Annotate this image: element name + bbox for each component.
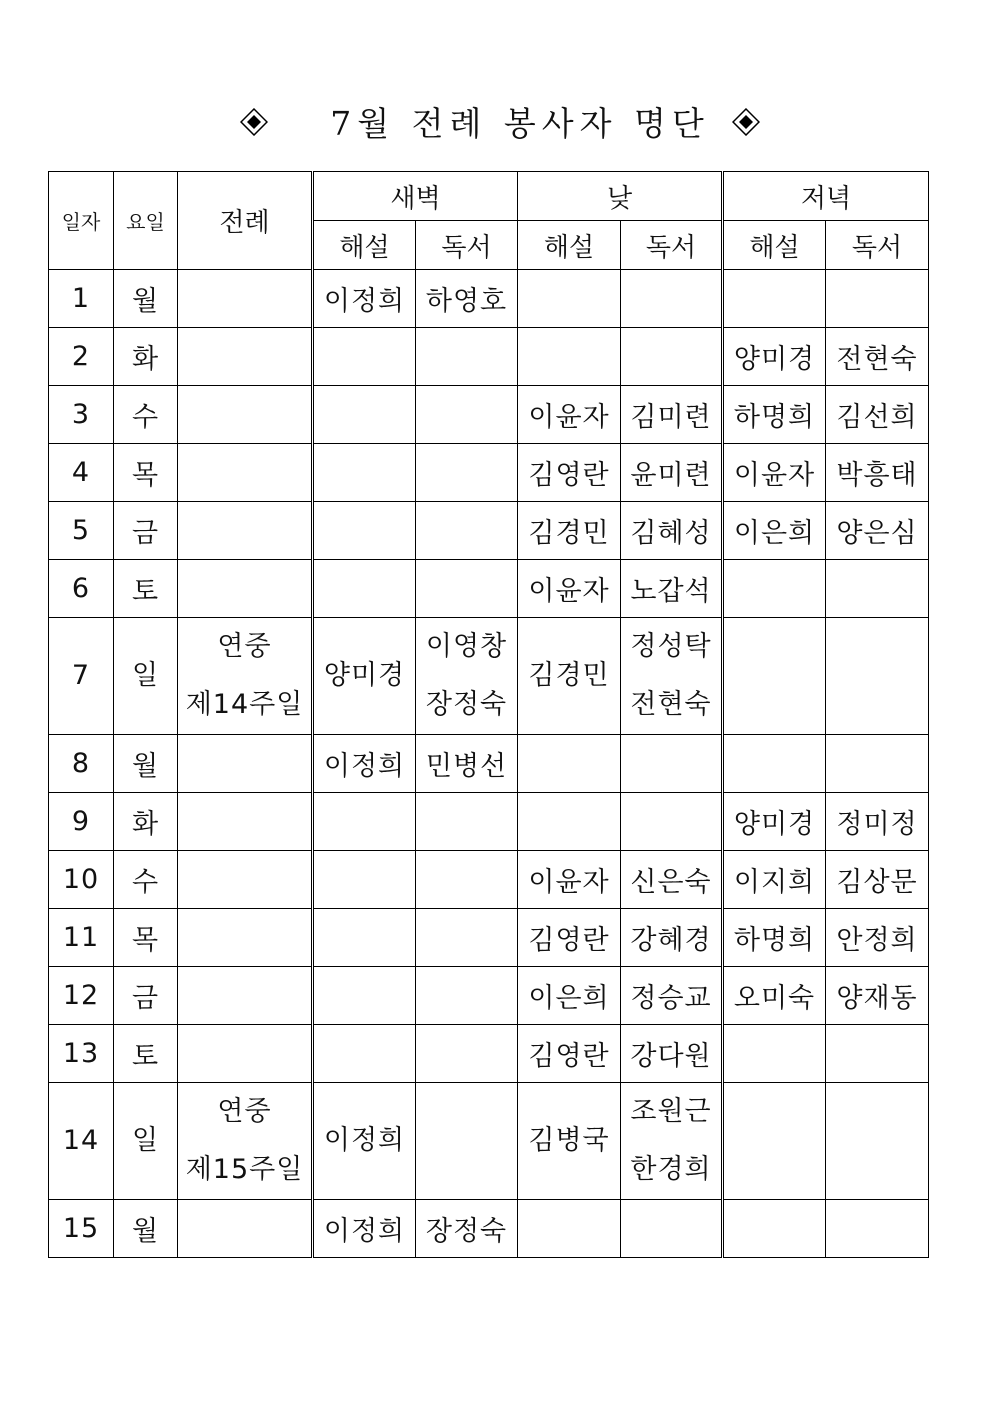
dawn-reading-cell-line: 이영창 <box>425 631 508 662</box>
dawn-reading-cell-line: 장정숙 <box>425 689 508 720</box>
noon-reading-cell <box>621 386 723 444</box>
table-row <box>49 967 929 1025</box>
dawn-commentary-cell <box>313 851 416 909</box>
liturgy-cell-line: 연중 <box>217 1096 272 1127</box>
noon-reading-cell-line: 노갑석 <box>630 576 712 607</box>
dawn-commentary-cell <box>313 1025 416 1083</box>
evening-reading-cell: 박흥태 <box>826 444 929 502</box>
day-cell: 2 <box>49 328 114 386</box>
noon-reading-cell-line: 김미련 <box>630 402 712 433</box>
evening-commentary-cell: 하명희 <box>723 386 826 444</box>
evening-commentary-cell <box>723 735 826 793</box>
noon-commentary-cell: 이윤자 <box>518 560 621 618</box>
weekday-cell: 월 <box>114 735 178 793</box>
noon-reading-cell-line: 신은숙 <box>630 867 712 898</box>
evening-commentary-cell <box>723 618 826 735</box>
table-row <box>49 909 929 967</box>
noon-reading-cell <box>621 1025 723 1083</box>
header-weekday: 요일 <box>114 172 178 270</box>
day-cell: 13 <box>49 1025 114 1083</box>
day-cell: 14 <box>49 1083 114 1200</box>
day-cell: 7 <box>49 618 114 735</box>
day-cell: 15 <box>49 1200 114 1258</box>
table-row <box>49 386 929 444</box>
table-row <box>49 560 929 618</box>
noon-commentary-cell: 이은희 <box>518 967 621 1025</box>
noon-commentary-cell: 김영란 <box>518 444 621 502</box>
noon-reading-cell-line: 강혜경 <box>630 925 712 956</box>
diamond-bullet-icon <box>240 108 268 136</box>
evening-reading-cell: 김선희 <box>826 386 929 444</box>
table-row <box>49 444 929 502</box>
day-cell: 3 <box>49 386 114 444</box>
weekday-cell: 금 <box>114 502 178 560</box>
evening-commentary-cell: 이은희 <box>723 502 826 560</box>
evening-commentary-cell: 오미숙 <box>723 967 826 1025</box>
dawn-reading-cell <box>416 502 518 560</box>
evening-reading-cell <box>826 1083 929 1200</box>
header-evening-reading: 독서 <box>826 221 929 270</box>
dawn-reading-cell <box>416 909 518 967</box>
liturgy-cell <box>178 328 313 386</box>
header-noon-commentary: 해설 <box>518 221 621 270</box>
dawn-commentary-cell <box>313 328 416 386</box>
liturgy-cell <box>178 386 313 444</box>
liturgy-cell <box>178 967 313 1025</box>
liturgy-cell-line: 제15주일 <box>185 1154 304 1185</box>
header-noon: 낮 <box>518 172 723 221</box>
header-evening-commentary: 해설 <box>723 221 826 270</box>
header-dawn-commentary: 해설 <box>313 221 416 270</box>
dawn-reading-cell-line: 민병선 <box>425 751 508 782</box>
day-cell: 8 <box>49 735 114 793</box>
dawn-reading-cell <box>416 1083 518 1200</box>
dawn-commentary-cell: 양미경 <box>313 618 416 735</box>
noon-commentary-cell <box>518 270 621 328</box>
table-row <box>49 328 929 386</box>
evening-reading-cell <box>826 618 929 735</box>
dawn-commentary-cell <box>313 909 416 967</box>
evening-reading-cell: 양재동 <box>826 967 929 1025</box>
weekday-cell: 월 <box>114 1200 178 1258</box>
noon-reading-cell <box>621 735 723 793</box>
weekday-cell: 목 <box>114 909 178 967</box>
weekday-cell: 토 <box>114 1025 178 1083</box>
day-cell: 12 <box>49 967 114 1025</box>
dawn-commentary-cell <box>313 502 416 560</box>
dawn-reading-cell-line: 장정숙 <box>425 1216 508 1247</box>
noon-commentary-cell: 김영란 <box>518 909 621 967</box>
weekday-cell: 화 <box>114 793 178 851</box>
evening-commentary-cell: 이지희 <box>723 851 826 909</box>
noon-commentary-cell: 이윤자 <box>518 386 621 444</box>
dawn-commentary-cell: 이정희 <box>313 735 416 793</box>
noon-reading-cell <box>621 618 723 735</box>
day-cell: 10 <box>49 851 114 909</box>
header-noon-reading: 독서 <box>621 221 723 270</box>
noon-commentary-cell <box>518 735 621 793</box>
liturgy-cell <box>178 851 313 909</box>
dawn-commentary-cell <box>313 386 416 444</box>
noon-reading-cell-line: 정성탁 <box>630 631 712 662</box>
table-row <box>49 793 929 851</box>
noon-commentary-cell: 김경민 <box>518 618 621 735</box>
evening-commentary-cell <box>723 560 826 618</box>
noon-commentary-cell <box>518 328 621 386</box>
volunteer-roster-table <box>48 171 929 1258</box>
liturgy-cell <box>178 909 313 967</box>
dawn-commentary-cell: 이정희 <box>313 1200 416 1258</box>
evening-reading-cell: 양은심 <box>826 502 929 560</box>
liturgy-cell <box>178 560 313 618</box>
noon-reading-cell-line: 김혜성 <box>630 518 712 549</box>
weekday-cell: 수 <box>114 851 178 909</box>
title-row <box>0 98 992 150</box>
evening-reading-cell <box>826 735 929 793</box>
noon-reading-cell <box>621 560 723 618</box>
noon-commentary-cell: 김병국 <box>518 1083 621 1200</box>
liturgy-cell <box>178 1200 313 1258</box>
table-row <box>49 851 929 909</box>
dawn-reading-cell <box>416 1025 518 1083</box>
noon-commentary-cell <box>518 793 621 851</box>
noon-commentary-cell <box>518 1200 621 1258</box>
dawn-reading-cell <box>416 735 518 793</box>
dawn-commentary-cell: 이정희 <box>313 270 416 328</box>
dawn-reading-cell-line: 하영호 <box>425 286 508 317</box>
header-liturgy: 전례 <box>178 172 313 270</box>
evening-reading-cell <box>826 270 929 328</box>
weekday-cell: 화 <box>114 328 178 386</box>
table-row <box>49 735 929 793</box>
noon-reading-cell-line: 윤미련 <box>630 460 712 491</box>
evening-reading-cell <box>826 1200 929 1258</box>
dawn-reading-cell <box>416 386 518 444</box>
noon-reading-cell <box>621 270 723 328</box>
noon-reading-cell <box>621 851 723 909</box>
evening-reading-cell: 정미정 <box>826 793 929 851</box>
evening-reading-cell: 안정희 <box>826 909 929 967</box>
noon-reading-cell <box>621 1200 723 1258</box>
noon-reading-cell <box>621 967 723 1025</box>
header-evening: 저녁 <box>723 172 929 221</box>
noon-reading-cell-line: 한경희 <box>630 1154 712 1185</box>
weekday-cell: 일 <box>114 1083 178 1200</box>
header-dawn: 새벽 <box>313 172 518 221</box>
noon-reading-cell-line: 조원근 <box>630 1096 712 1127</box>
roster-body <box>49 270 929 1258</box>
day-cell: 11 <box>49 909 114 967</box>
table-row <box>49 270 929 328</box>
dawn-reading-cell <box>416 618 518 735</box>
noon-reading-cell <box>621 909 723 967</box>
liturgy-cell <box>178 793 313 851</box>
weekday-cell: 월 <box>114 270 178 328</box>
day-cell: 9 <box>49 793 114 851</box>
noon-reading-cell-line: 전현숙 <box>630 689 712 720</box>
evening-reading-cell <box>826 1025 929 1083</box>
weekday-cell: 토 <box>114 560 178 618</box>
weekday-cell: 목 <box>114 444 178 502</box>
table-row <box>49 502 929 560</box>
dawn-commentary-cell: 이정희 <box>313 1083 416 1200</box>
noon-commentary-cell: 김경민 <box>518 502 621 560</box>
dawn-commentary-cell <box>313 444 416 502</box>
liturgy-cell <box>178 618 313 735</box>
page-title: 7월 전례 봉사자 명단 <box>330 104 710 143</box>
noon-reading-cell <box>621 793 723 851</box>
liturgy-cell <box>178 735 313 793</box>
dawn-reading-cell <box>416 967 518 1025</box>
dawn-reading-cell <box>416 444 518 502</box>
liturgy-cell <box>178 1025 313 1083</box>
diamond-bullet-icon <box>732 108 760 136</box>
noon-reading-cell <box>621 1083 723 1200</box>
liturgy-cell <box>178 502 313 560</box>
weekday-cell: 금 <box>114 967 178 1025</box>
evening-reading-cell <box>826 560 929 618</box>
evening-commentary-cell: 양미경 <box>723 328 826 386</box>
noon-reading-cell-line: 정승교 <box>630 983 712 1014</box>
table-row <box>49 618 929 735</box>
dawn-reading-cell <box>416 793 518 851</box>
noon-commentary-cell: 김영란 <box>518 1025 621 1083</box>
evening-commentary-cell <box>723 1200 826 1258</box>
dawn-commentary-cell <box>313 560 416 618</box>
day-cell: 6 <box>49 560 114 618</box>
noon-reading-cell <box>621 444 723 502</box>
weekday-cell: 수 <box>114 386 178 444</box>
header-day: 일자 <box>49 172 114 270</box>
evening-reading-cell: 김상문 <box>826 851 929 909</box>
dawn-reading-cell <box>416 1200 518 1258</box>
dawn-reading-cell <box>416 560 518 618</box>
day-cell: 4 <box>49 444 114 502</box>
dawn-reading-cell <box>416 328 518 386</box>
evening-commentary-cell <box>723 270 826 328</box>
liturgy-cell <box>178 444 313 502</box>
evening-commentary-cell <box>723 1025 826 1083</box>
evening-commentary-cell: 하명희 <box>723 909 826 967</box>
header-dawn-reading: 독서 <box>416 221 518 270</box>
noon-reading-cell-line: 강다원 <box>630 1041 712 1072</box>
evening-commentary-cell: 이윤자 <box>723 444 826 502</box>
liturgy-cell-line: 제14주일 <box>185 689 304 720</box>
dawn-reading-cell <box>416 270 518 328</box>
day-cell: 1 <box>49 270 114 328</box>
weekday-cell: 일 <box>114 618 178 735</box>
table-row <box>49 1200 929 1258</box>
noon-reading-cell <box>621 328 723 386</box>
evening-commentary-cell <box>723 1083 826 1200</box>
noon-reading-cell <box>621 502 723 560</box>
evening-commentary-cell: 양미경 <box>723 793 826 851</box>
dawn-commentary-cell <box>313 967 416 1025</box>
noon-commentary-cell: 이윤자 <box>518 851 621 909</box>
evening-reading-cell: 전현숙 <box>826 328 929 386</box>
dawn-commentary-cell <box>313 793 416 851</box>
table-row <box>49 1025 929 1083</box>
liturgy-cell <box>178 270 313 328</box>
liturgy-cell-line: 연중 <box>217 631 272 662</box>
dawn-reading-cell <box>416 851 518 909</box>
table-row <box>49 1083 929 1200</box>
liturgy-cell <box>178 1083 313 1200</box>
day-cell: 5 <box>49 502 114 560</box>
